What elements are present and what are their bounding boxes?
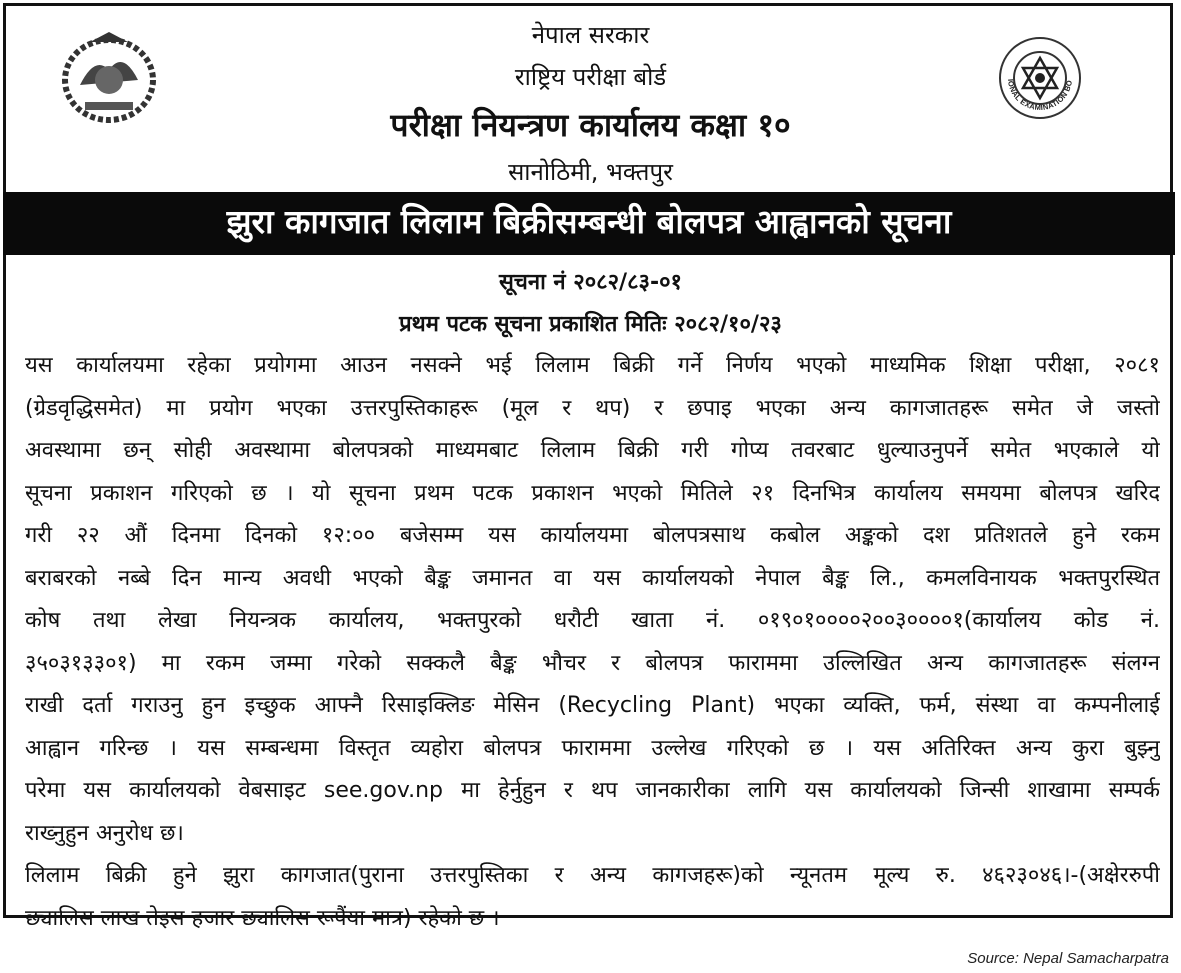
notice-number: सूचना नं २०८२/८३-०१ — [499, 270, 682, 295]
publish-date: प्रथम पटक सूचना प्रकाशित मितिः २०८२/१०/२३ — [399, 312, 782, 337]
body-line: बराबरको नब्बे दिन मान्य अवधी भएको बैङ्क जमानत वा यस कार्यालयको नेपाल बैङ्क लि., कमलविनायक भक्तपुरस्थित — [25, 565, 1160, 591]
body-line: सूचना प्रकाशन गरिएको छ । यो सूचना प्रथम पटक प्रकाशन भएको मितिले २१ दिनभित्र कार्यालय समयमा बोलपत्र खरिद — [25, 480, 1160, 506]
body-line: अवस्थामा छन् सोही अवस्थामा बोलपत्रको माध्यमबाट लिलाम बिक्री गरी गोप्य तवरबाट धुल्याउनुपर्ने समेत भएकाले यो — [25, 438, 1160, 463]
body-line: परेमा यस कार्यालयको वेबसाइट see.gov.np मा हेर्नुहुन र थप जानकारीका लागि यस कार्यालयको जिन्सी शाखामा सम्पर्क — [25, 778, 1160, 803]
body-line: गरी २२ औं दिनमा दिनको १२:०० बजेसम्म यस कार्यालयमा बोलपत्रसाथ कबोल अङ्कको दश प्रतिशतले हुने रकम — [25, 523, 1160, 548]
office-title: परीक्षा नियन्त्रण कार्यालय कक्षा १० — [390, 106, 791, 144]
notice-heading-banner: झुरा कागजात लिलाम बिक्रीसम्बन्धी बोलपत्र आह्वानको सूचना — [3, 192, 1175, 255]
source-credit: Source: Nepal Samacharpatra — [967, 950, 1169, 967]
body-line: आह्वान गरिन्छ । यस सम्बन्धमा विस्तृत व्यहोरा बोलपत्र फाराममा उल्लेख गरिएको छ । यस अतिरिक्त अन्य कुरा बुझ्नु — [25, 735, 1160, 761]
body-line: राख्नुहुन अनुरोध छ। — [25, 820, 184, 846]
government-title: नेपाल सरकार — [531, 21, 650, 49]
body-line: कोष तथा लेखा नियन्त्रक कार्यालय, भक्तपुरको धरौटी खाता नं. ०१९०१००००२००३००००१(कार्यालय कोड नं. — [25, 608, 1160, 633]
body-line: (ग्रेडवृद्धिसमेत) मा प्रयोग भएका उत्तरपुस्तिकाहरू (मूल र थप) र छपाइ भएका अन्य कागजातहरू समेत जे जस्तो — [25, 395, 1160, 421]
office-location: सानोठिमी, भक्तपुर — [508, 158, 673, 186]
board-title: राष्ट्रिय परीक्षा बोर्ड — [514, 63, 667, 91]
body-line: यस कार्यालयमा रहेका प्रयोगमा आउन नसक्ने भई लिलाम बिक्री गर्ने निर्णय भएको माध्यमिक शिक्षा परीक्षा, २०८१ — [25, 353, 1160, 378]
body-line: राखी दर्ता गराउनु हुन इच्छुक आफ्नै रिसाइक्लिङ मेसिन (Recycling Plant) भएका व्यक्ति, फर्म, संस्था वा कम्पनीलाई — [25, 693, 1160, 718]
logo-board-name: ional Examination Bo — [1006, 78, 1075, 113]
body-line: ३५०३१३३०१) मा रकम जम्मा गरेको सक्कलै बैङ्क भौचर र बोलपत्र फाराममा उल्लिखित अन्य कागजातहरू संलग्न — [25, 650, 1160, 676]
notice-body — [25, 345, 1160, 940]
body-line: छ्यालिस लाख तेइस हजार छ्यालिस रूपैंया मात्र) रहेको छ । — [25, 905, 500, 931]
body-line: लिलाम बिक्री हुने झुरा कागजात(पुराना उत्तरपुस्तिका र अन्य कागजहरू)को न्यूनतम मूल्य रु. ४६२३०४६।-(अक्षेररुपी — [25, 863, 1160, 888]
